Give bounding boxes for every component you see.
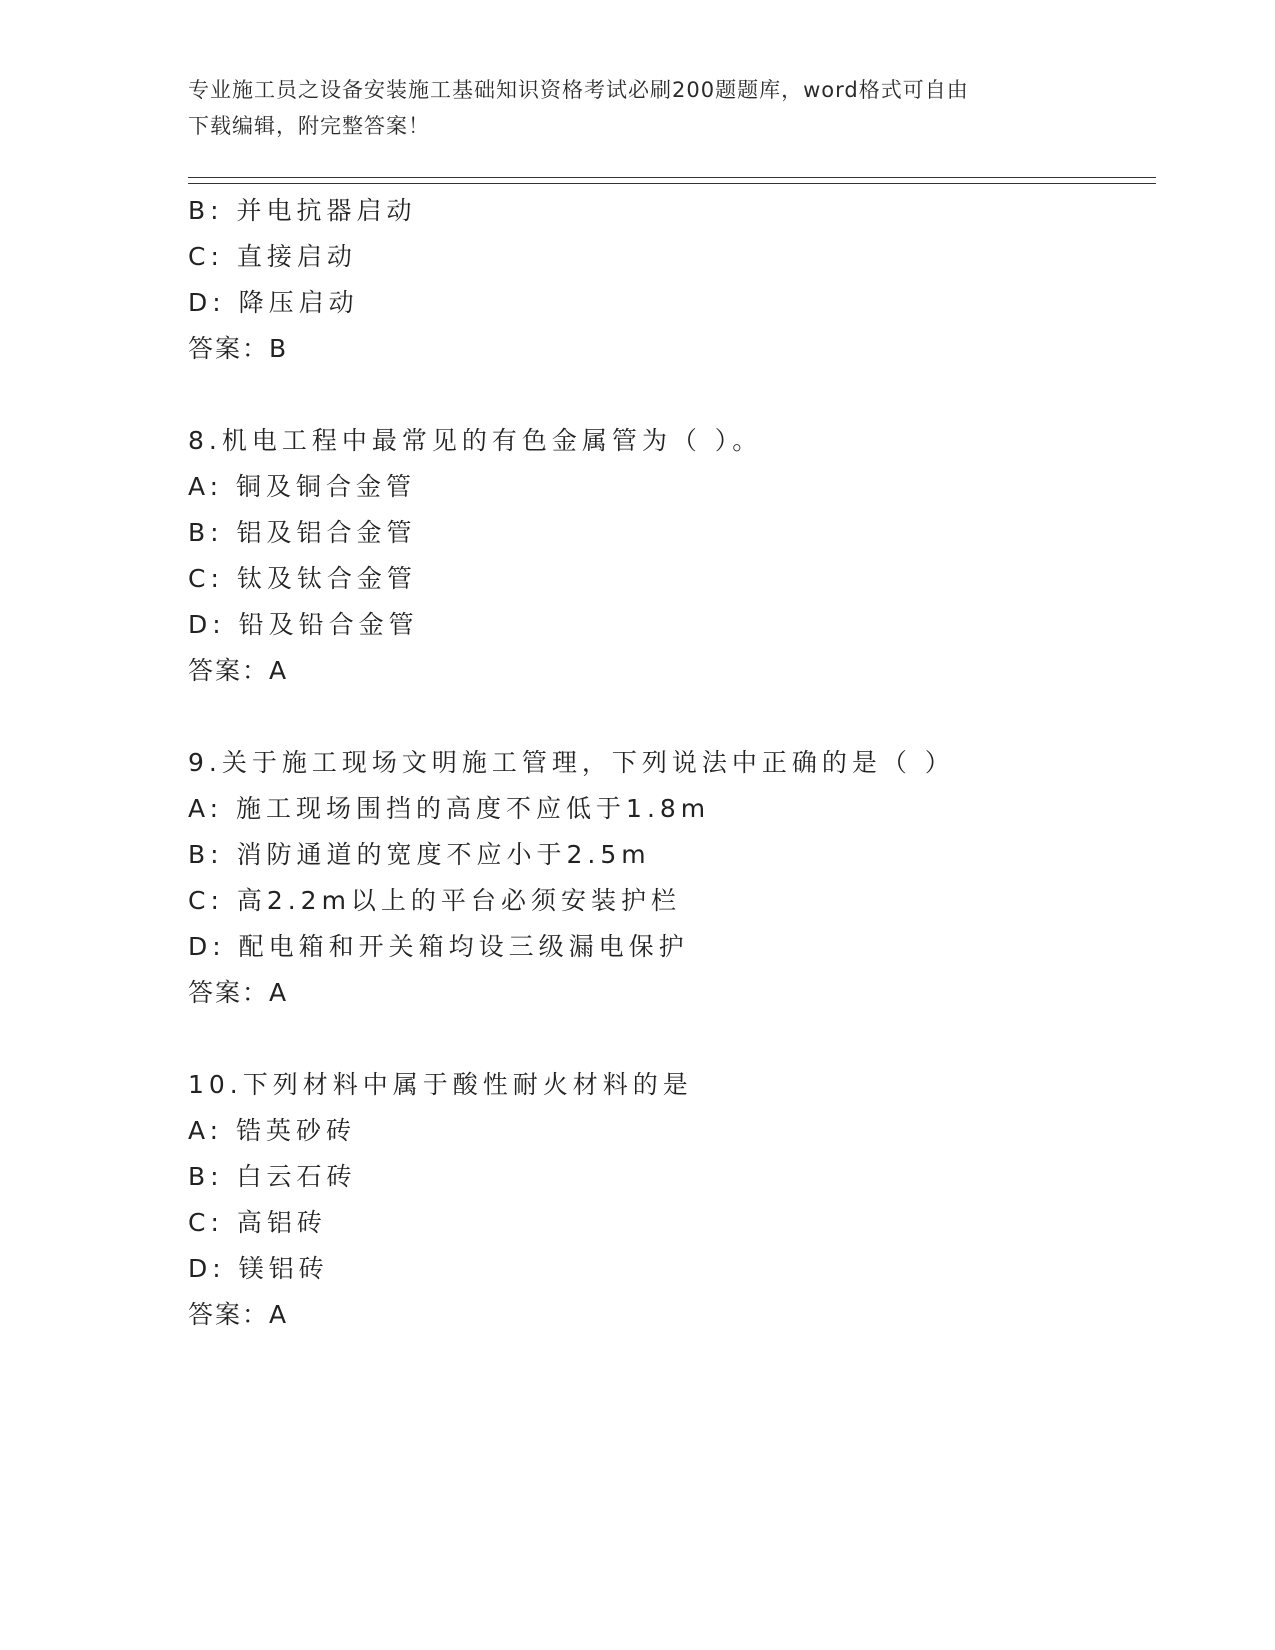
header-divider-bottom — [188, 183, 1156, 184]
spacer — [188, 372, 1148, 418]
option-d: D: 铅及铅合金管 — [188, 610, 419, 639]
option-d: D: 配电箱和开关箱均设三级漏电保护 — [188, 932, 689, 961]
option-c: C: 钛及钛合金管 — [188, 564, 417, 593]
answer-line: 答案：B — [188, 334, 289, 363]
option-c: C: 高2.2m以上的平台必须安装护栏 — [188, 886, 681, 915]
answer-line: 答案：A — [188, 656, 289, 685]
option-d: D: 降压启动 — [188, 288, 359, 317]
option-b: B: 白云石砖 — [188, 1162, 357, 1191]
document-header — [188, 72, 1068, 144]
question-block-9 — [188, 740, 1148, 1016]
header-line-1: 专业施工员之设备安装施工基础知识资格考试必刷200题题库，word格式可自由 — [188, 78, 969, 102]
question-text: 10.下列材料中属于酸性耐火材料的是 — [188, 1070, 693, 1099]
spacer — [188, 694, 1148, 740]
question-text: 8.机电工程中最常见的有色金属管为（ ）。 — [188, 426, 763, 455]
option-b: B: 并电抗器启动 — [188, 196, 417, 225]
option-b: B: 铝及铝合金管 — [188, 518, 417, 547]
option-b: B: 消防通道的宽度不应小于2.5m — [188, 840, 651, 869]
option-a: A: 施工现场围挡的高度不应低于1.8m — [188, 794, 711, 823]
question-list — [188, 188, 1148, 1338]
answer-line: 答案：A — [188, 1300, 289, 1329]
option-c: C: 直接启动 — [188, 242, 357, 271]
option-d: D: 镁铝砖 — [188, 1254, 329, 1283]
option-a: A: 锆英砂砖 — [188, 1116, 357, 1145]
question-text: 9.关于施工现场文明施工管理，下列说法中正确的是（ ） — [188, 748, 955, 777]
spacer — [188, 1016, 1148, 1062]
option-c: C: 高铝砖 — [188, 1208, 327, 1237]
question-block-8 — [188, 418, 1148, 694]
question-block-7 — [188, 188, 1148, 372]
header-line-2: 下载编辑，附完整答案！ — [188, 114, 430, 138]
question-block-10 — [188, 1062, 1148, 1338]
option-a: A: 铜及铜合金管 — [188, 472, 417, 501]
header-divider-top — [188, 177, 1156, 178]
answer-line: 答案：A — [188, 978, 289, 1007]
